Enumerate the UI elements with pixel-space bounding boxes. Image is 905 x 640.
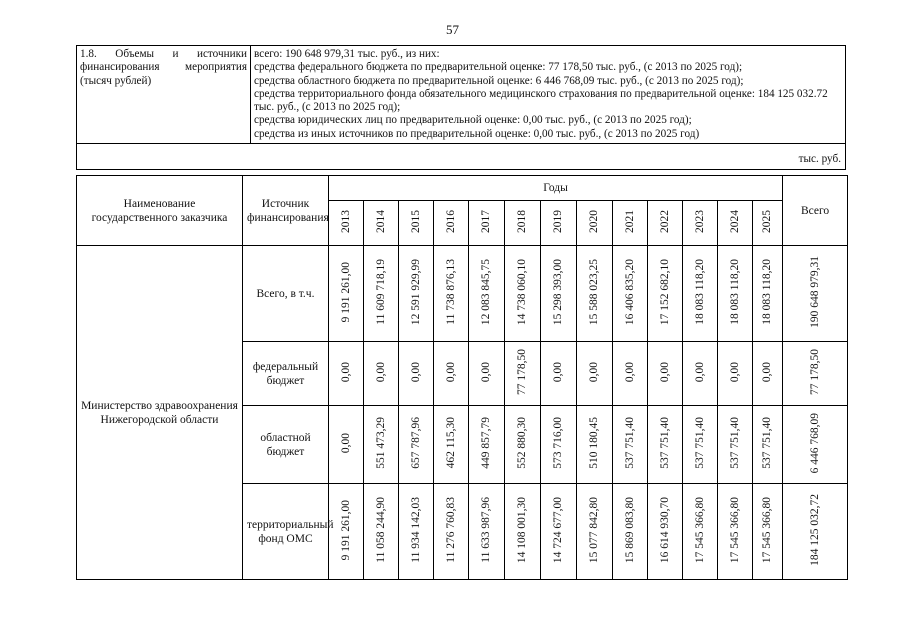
- value-text: 0,00: [480, 361, 492, 383]
- page-number: 57: [446, 22, 459, 37]
- row-total-cell: [783, 484, 848, 580]
- value-text: 15 298 393,00: [552, 258, 564, 326]
- value-text: 14 738 060,10: [516, 258, 528, 326]
- value-text: 0,00: [339, 432, 352, 454]
- value-text: 17 545 366,80: [728, 496, 741, 564]
- value-cell: [753, 484, 783, 580]
- value-text: 537 751,40: [623, 417, 636, 469]
- value-cell: [718, 484, 753, 580]
- value-cell: [541, 342, 577, 406]
- value-text: 14 724 677,00: [552, 496, 564, 564]
- value-cell: [364, 406, 399, 484]
- year-header: [434, 201, 469, 246]
- source-name: территориальный фонд ОМС: [243, 484, 329, 580]
- value-cell: [753, 406, 783, 484]
- value-cell: [683, 246, 718, 342]
- years-header: Годы: [329, 176, 783, 201]
- funding-sources: [251, 46, 846, 144]
- value-text: 18 083 118,20: [761, 259, 774, 325]
- value-text: 462 115,30: [444, 417, 457, 469]
- funding-line: средства юридических лиц по предварительной оценке: 0,00 тыс. руб., (с 2013 по 2025 год);: [254, 114, 692, 127]
- row-total: 190 648 979,31: [808, 256, 821, 328]
- value-cell: [329, 406, 364, 484]
- value-text: 16 406 835,20: [623, 258, 636, 326]
- year-label: 2022: [658, 210, 671, 233]
- value-cell: [718, 246, 753, 342]
- value-cell: [541, 406, 577, 484]
- value-cell: [683, 342, 718, 406]
- value-cell: [329, 342, 364, 406]
- value-text: 9 191 261,00: [339, 499, 352, 561]
- value-text: 11 058 244,90: [374, 497, 387, 563]
- year-header: [753, 201, 783, 246]
- value-text: 77 178,50: [516, 349, 528, 395]
- year-header: [683, 201, 718, 246]
- year-label: 2016: [444, 210, 457, 233]
- year-label: 2017: [480, 210, 492, 233]
- value-text: 16 614 930,70: [658, 496, 671, 564]
- value-cell: [577, 342, 613, 406]
- value-cell: [613, 342, 648, 406]
- value-text: 0,00: [588, 361, 600, 383]
- funding-passport-table: [76, 45, 846, 170]
- value-cell: [753, 342, 783, 406]
- year-label: 2018: [516, 210, 528, 233]
- value-text: 0,00: [409, 361, 422, 383]
- value-text: 537 751,40: [728, 417, 741, 469]
- value-text: 17 152 682,10: [658, 258, 671, 326]
- funding-line: всего: 190 648 979,31 тыс. руб., из них:: [254, 48, 440, 60]
- value-cell: [434, 246, 469, 342]
- value-cell: [505, 406, 541, 484]
- year-label: 2014: [374, 210, 387, 233]
- value-cell: [718, 342, 753, 406]
- value-text: 18 083 118,20: [728, 259, 741, 325]
- year-header: [577, 201, 613, 246]
- value-cell: [613, 484, 648, 580]
- value-cell: [648, 342, 683, 406]
- value-text: 537 751,40: [761, 417, 774, 469]
- year-label: 2013: [339, 210, 352, 233]
- value-cell: [364, 342, 399, 406]
- value-text: 552 880,30: [516, 417, 528, 469]
- year-header: [329, 201, 364, 246]
- value-cell: [434, 406, 469, 484]
- row-total: 184 125 032,72: [808, 494, 821, 566]
- value-text: 15 588 023,25: [588, 258, 600, 326]
- year-label: 2015: [409, 210, 422, 233]
- value-cell: [541, 484, 577, 580]
- value-text: 0,00: [693, 361, 706, 383]
- value-text: 0,00: [552, 361, 564, 383]
- value-cell: [577, 406, 613, 484]
- value-text: 449 857,79: [480, 417, 492, 469]
- value-text: 11 609 718,19: [374, 259, 387, 325]
- value-text: 11 738 876,13: [444, 259, 457, 325]
- value-text: 14 108 001,30: [516, 496, 528, 564]
- value-text: 657 787,96: [409, 417, 422, 469]
- value-cell: [505, 484, 541, 580]
- funding-line: средства из иных источников по предварительной оценке: 0,00 тыс. руб., (с 2013 по 2025 год): [254, 127, 700, 140]
- value-cell: [329, 246, 364, 342]
- year-header: [648, 201, 683, 246]
- value-text: 12 591 929,99: [409, 258, 422, 326]
- value-cell: [505, 342, 541, 406]
- year-header: [541, 201, 577, 246]
- finance-table: [76, 175, 848, 580]
- source-header: Источник финансирования: [243, 176, 329, 246]
- source-name: областной бюджет: [243, 406, 329, 484]
- value-cell: [434, 484, 469, 580]
- value-text: 0,00: [761, 361, 774, 383]
- value-cell: [718, 406, 753, 484]
- funding-line: средства областного бюджета по предварительной оценке: 6 446 768,09 тыс. руб., (с 2013 по 2025 год);: [254, 74, 744, 87]
- value-text: 9 191 261,00: [339, 261, 352, 323]
- value-cell: [399, 406, 434, 484]
- value-text: 11 934 142,03: [409, 497, 422, 563]
- year-header: [613, 201, 648, 246]
- source-name: Всего, в т.ч.: [243, 246, 329, 342]
- value-text: 11 276 760,83: [444, 497, 457, 563]
- year-header: [718, 201, 753, 246]
- funding-label: 1.8. Объемы и источники финансирования мероприятия (тысяч рублей): [77, 46, 251, 144]
- value-cell: [753, 246, 783, 342]
- value-text: 0,00: [444, 361, 457, 383]
- value-cell: [648, 406, 683, 484]
- row-total: 6 446 768,09: [808, 412, 821, 474]
- value-cell: [541, 246, 577, 342]
- value-cell: [577, 246, 613, 342]
- year-label: 2023: [693, 210, 706, 233]
- value-cell: [648, 246, 683, 342]
- year-label: 2020: [588, 210, 600, 233]
- value-cell: [469, 484, 505, 580]
- row-total-cell: [783, 246, 848, 342]
- value-cell: [434, 342, 469, 406]
- funding-line: средства федерального бюджета по предварительной оценке: 77 178,50 тыс. руб., (с 2013 по 2025 год);: [254, 61, 743, 74]
- value-text: 15 869 083,80: [623, 496, 636, 564]
- value-text: 15 077 842,80: [588, 496, 600, 564]
- value-text: 11 633 987,96: [480, 497, 492, 563]
- value-cell: [613, 406, 648, 484]
- value-cell: [364, 246, 399, 342]
- row-total-cell: [783, 406, 848, 484]
- value-text: 537 751,40: [693, 417, 706, 469]
- value-text: 0,00: [658, 361, 671, 383]
- value-cell: [399, 246, 434, 342]
- year-header: [469, 201, 505, 246]
- year-label: 2024: [728, 210, 741, 233]
- value-cell: [648, 484, 683, 580]
- year-header: [505, 201, 541, 246]
- value-text: 0,00: [339, 361, 352, 383]
- value-text: 551 473,29: [374, 417, 387, 469]
- value-text: 17 545 366,80: [693, 496, 706, 564]
- value-cell: [469, 406, 505, 484]
- customer-header: Наименование государственного заказчика: [77, 176, 243, 246]
- value-text: 0,00: [728, 361, 741, 383]
- value-text: 573 716,00: [552, 417, 564, 469]
- source-name: федеральный бюджет: [243, 342, 329, 406]
- value-cell: [469, 246, 505, 342]
- value-cell: [399, 484, 434, 580]
- value-text: 0,00: [374, 361, 387, 383]
- value-text: 18 083 118,20: [693, 259, 706, 325]
- value-cell: [399, 342, 434, 406]
- value-text: 12 083 845,75: [480, 258, 492, 326]
- value-text: 537 751,40: [658, 417, 671, 469]
- year-header: [364, 201, 399, 246]
- value-cell: [505, 246, 541, 342]
- value-cell: [469, 342, 505, 406]
- value-cell: [613, 246, 648, 342]
- customer-name: Министерство здравоохранения Нижегородской области: [77, 246, 243, 580]
- table-row: [77, 246, 848, 342]
- value-cell: [329, 484, 364, 580]
- total-header: Всего: [783, 176, 848, 246]
- funding-line: средства территориального фонда обязательного медицинского страхования по предварительной оценке: 184 125 032.72 тыс. руб., (с 2013 по 2025 год);: [254, 87, 828, 114]
- value-text: 510 180,45: [588, 417, 600, 469]
- row-total-cell: [783, 342, 848, 406]
- year-label: 2025: [761, 210, 774, 233]
- year-label: 2021: [623, 210, 636, 233]
- value-cell: [683, 406, 718, 484]
- value-cell: [683, 484, 718, 580]
- year-header: [399, 201, 434, 246]
- value-text: 17 545 366,80: [761, 496, 774, 564]
- year-label: 2019: [552, 210, 564, 233]
- value-text: 0,00: [623, 361, 636, 383]
- unit-label: тыс. руб.: [77, 144, 846, 170]
- value-cell: [577, 484, 613, 580]
- row-total: 77 178,50: [808, 349, 821, 395]
- value-cell: [364, 484, 399, 580]
